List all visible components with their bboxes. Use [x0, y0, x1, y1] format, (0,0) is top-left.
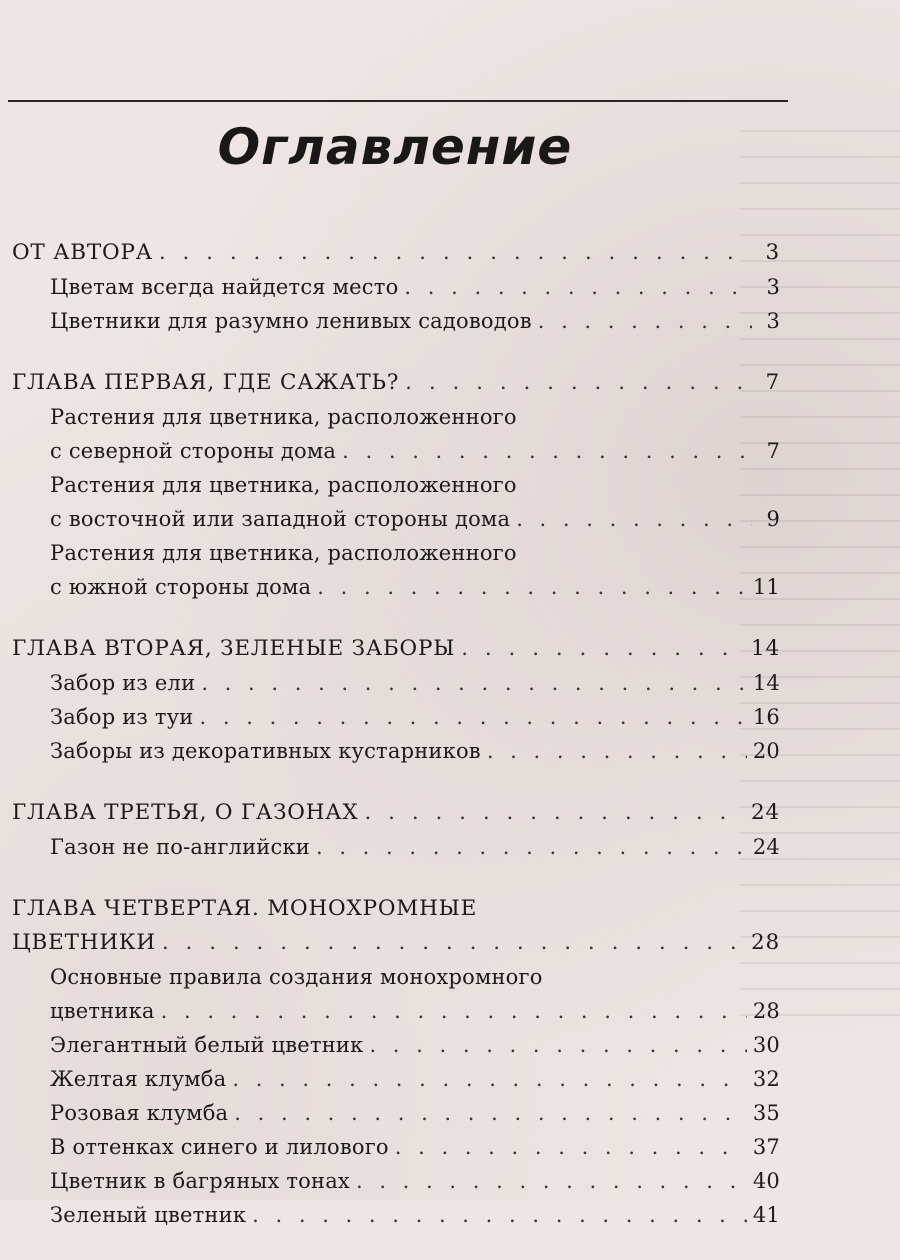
entry-title: Забор из ели: [50, 671, 196, 695]
toc-chapter-row: [12, 236, 780, 270]
entry-title: Цветники для разумно ленивых садоводов: [50, 309, 532, 333]
toc-entry-row: [12, 830, 780, 864]
entry-title: Элегантный белый цветник: [50, 1033, 364, 1057]
toc-entry-row: [12, 666, 780, 700]
page-number: 14: [752, 671, 780, 695]
entry-title: Газон не по-английски: [50, 835, 310, 859]
toc-entry-row: [12, 994, 780, 1028]
page-number: 24: [752, 835, 780, 859]
dot-leader: [538, 304, 752, 338]
toc-chapter-row: [12, 632, 780, 666]
dot-leader: [395, 1130, 747, 1164]
dot-leader: [487, 734, 747, 768]
dot-leader: [356, 1164, 747, 1198]
chapter-title: ГЛАВА ПЕРВАЯ, ГДЕ САЖАТЬ?: [12, 370, 400, 395]
toc-entry-row: [12, 1198, 780, 1232]
dot-leader: [342, 434, 752, 468]
toc-entry-row: [12, 734, 780, 768]
dot-leader: [201, 666, 747, 700]
toc-entry-row: [12, 304, 780, 338]
toc-entry-row: [12, 1096, 780, 1130]
toc-entry-row: [12, 1028, 780, 1062]
toc-entry-row: [12, 502, 780, 536]
page-number: 14: [751, 636, 780, 661]
toc-entry-row: [12, 434, 780, 468]
toc-section: [12, 796, 780, 864]
toc-section: [12, 892, 780, 1232]
page-number: 35: [752, 1101, 780, 1125]
header-rule: [8, 100, 788, 102]
dot-leader: [316, 830, 747, 864]
entry-title: Розовая клумба: [50, 1101, 229, 1125]
toc-chapter-row: [12, 796, 780, 830]
entry-title: В оттенках синего и лилового: [50, 1135, 389, 1159]
page-number: 3: [765, 240, 780, 265]
toc-entry-row: [12, 270, 780, 304]
entry-title: с южной стороны дома: [50, 575, 312, 599]
toc-entry-row: [12, 1130, 780, 1164]
dot-leader: [516, 502, 752, 536]
page-number: 16: [752, 705, 780, 729]
dot-leader: [317, 570, 747, 604]
page-title: Оглавление: [217, 118, 573, 176]
page-number: 9: [766, 507, 780, 531]
page-number: 3: [766, 309, 780, 333]
dot-leader: [161, 994, 747, 1028]
page-number: 30: [752, 1033, 780, 1057]
page-number: 37: [752, 1135, 780, 1159]
dot-leader: [364, 796, 745, 830]
toc-chapter-row: [12, 926, 780, 960]
chapter-title-line1: ГЛАВА ЧЕТВЕРТАЯ. МОНОХРОМНЫЕ: [12, 896, 478, 921]
page-number: 28: [751, 930, 780, 955]
entry-title: цветника: [50, 999, 155, 1023]
page-number: 7: [765, 370, 780, 395]
dot-leader: [200, 700, 747, 734]
entry-title: с северной стороны дома: [50, 439, 337, 463]
entry-title-line1: Основные правила создания монохромного: [50, 965, 543, 989]
dot-leader: [234, 1096, 747, 1130]
toc-entry-row: [12, 570, 780, 604]
toc-section: [12, 632, 780, 768]
dot-leader: [232, 1062, 747, 1096]
page-number: 20: [752, 739, 780, 763]
toc-entry-row: [12, 1062, 780, 1096]
entry-title: Заборы из декоративных кустарников: [50, 739, 481, 763]
dot-leader: [405, 366, 752, 400]
entry-title: Зеленый цветник: [50, 1203, 247, 1227]
toc-entry-row: [12, 700, 780, 734]
page-number: 24: [751, 800, 780, 825]
entry-title: Забор из туи: [50, 705, 194, 729]
chapter-title: ЦВЕТНИКИ: [12, 930, 156, 955]
table-of-contents: [12, 236, 780, 1260]
toc-section: [12, 236, 780, 338]
page-number: 40: [752, 1169, 780, 1193]
toc-section: [12, 366, 780, 604]
dot-leader: [461, 632, 745, 666]
chapter-title: ГЛАВА ВТОРАЯ, ЗЕЛЕНЫЕ ЗАБОРЫ: [12, 636, 456, 661]
entry-title: Цветник в багряных тонах: [50, 1169, 350, 1193]
entry-title-line1: Растения для цветника, расположенного: [50, 405, 517, 429]
dot-leader: [159, 236, 752, 270]
chapter-title: ГЛАВА ТРЕТЬЯ, О ГАЗОНАХ: [12, 800, 359, 825]
dot-leader: [252, 1198, 747, 1232]
entry-title: Желтая клумба: [50, 1067, 227, 1091]
entry-title: с восточной или западной стороны дома: [50, 507, 511, 531]
toc-entry-row: [12, 1164, 780, 1198]
page-number: 41: [752, 1203, 780, 1227]
dot-leader: [162, 926, 745, 960]
entry-title-line1: Растения для цветника, расположенного: [50, 541, 517, 565]
page-number: 11: [752, 575, 780, 599]
page-number: 32: [752, 1067, 780, 1091]
entry-title: Цветам всегда найдется место: [50, 275, 399, 299]
dot-leader: [404, 270, 752, 304]
page-number: 28: [752, 999, 780, 1023]
page-number: 3: [766, 275, 780, 299]
toc-chapter-row: [12, 366, 780, 400]
entry-title-line1: Растения для цветника, расположенного: [50, 473, 517, 497]
chapter-title: ОТ АВТОРА: [12, 240, 153, 265]
page-number: 7: [766, 439, 780, 463]
dot-leader: [369, 1028, 746, 1062]
